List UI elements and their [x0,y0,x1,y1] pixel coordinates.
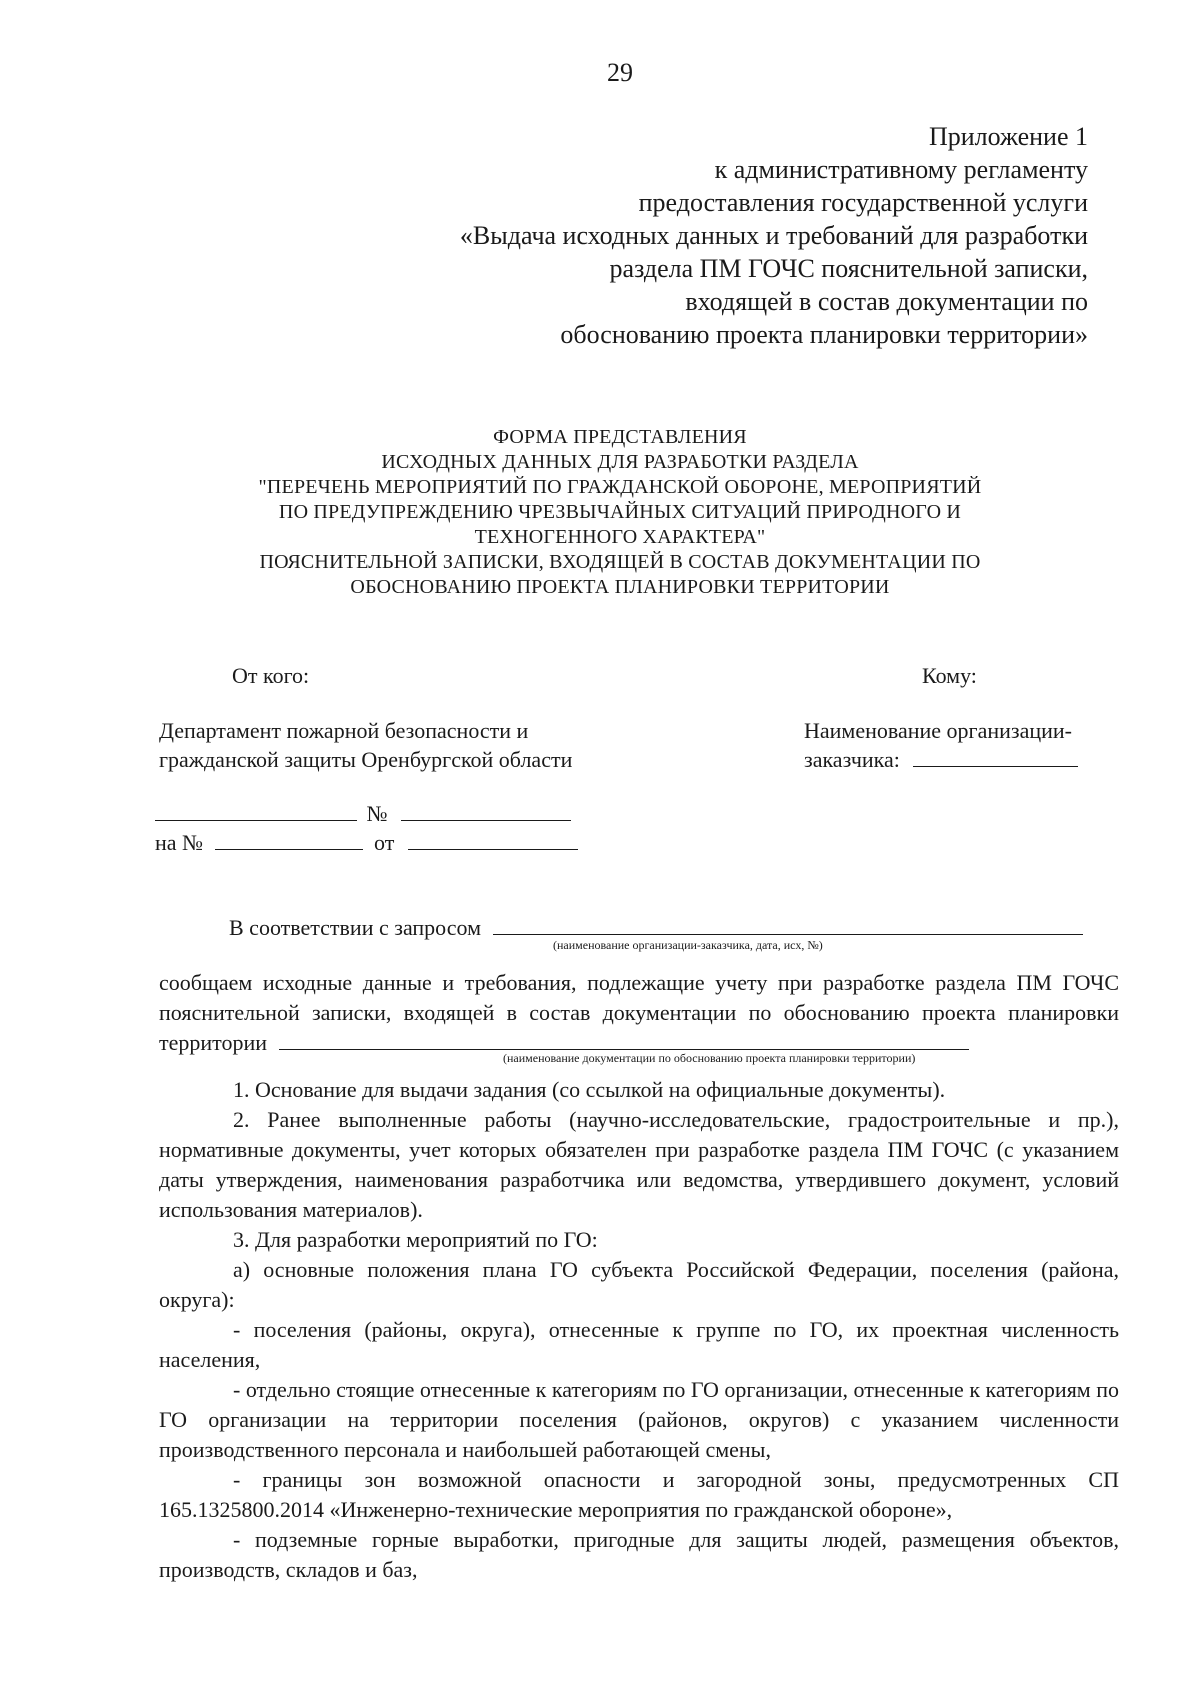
page-number: 29 [607,58,633,87]
recipient-organization [804,716,1078,774]
appendix-line: обоснованию проекта планировки территории» [560,320,1088,349]
recipient-line: Наименование организации- [804,718,1072,743]
appendix-header [328,120,1088,351]
appendix-line: Приложение 1 [928,122,1088,151]
outgoing-number-blank[interactable] [401,800,571,821]
documentation-hint: (наименование документации по обоснованию проекта планировки территории) [503,1051,916,1065]
appendix-line: к административному регламенту [714,155,1088,184]
form-title-line: ИСХОДНЫХ ДАННЫХ ДЛЯ РАЗРАБОТКИ РАЗДЕЛА [381,451,859,473]
form-title-line: ТЕХНОГЕННОГО ХАРАКТЕРА" [474,526,766,548]
list-item: - отдельно стоящие отнесенные к категориям по ГО организации, отнесенные к категориям по ГО организации на территории поселения (районов, округов) с указанием численности производственного персонала и наибольшей работающей смены, [159,1377,1120,1462]
list-item: 2. Ранее выполненные работы (научно-исследовательские, градостроительные и пр.), нормативные документы, учет которых обязателен при разработке раздела ПМ ГОЧС (с указанием даты утверждения, наименования разработчика или ведомства, утвердившего документ, условий использования материалов). [159,1107,1119,1222]
to-label: Кому: [922,663,977,688]
list-item: - границы зон возможной опасности и загородной зоны, предусмотренных СП 165.1325800.2014 «Инженерно-технические мероприятия по гражданской обороне», [159,1467,1119,1522]
list-item: 1. Основание для выдачи задания (со ссылкой на официальные документы). [233,1077,946,1102]
form-title-line: ОБОСНОВАНИЮ ПРОЕКТА ПЛАНИРОВКИ ТЕРРИТОРИИ [350,576,890,598]
request-prefix: В соответствии с запросом [229,915,482,940]
list-item: 3. Для разработки мероприятий по ГО: [233,1227,598,1252]
sender-line: Департамент пожарной безопасности и [159,718,529,743]
list-item: а) основные положения плана ГО субъекта Российской Федерации, поселения (района, округа): [159,1257,1119,1312]
intro-paragraph [159,968,1119,1058]
recipient-label: заказчика: [804,747,900,772]
appendix-line: «Выдача исходных данных и требований для разработки [459,221,1088,250]
incoming-registration-row [155,829,578,856]
form-title [160,425,1080,600]
form-title-line: ПО ПРЕДУПРЕЖДЕНИЮ ЧРЕЗВЫЧАЙНЫХ СИТУАЦИЙ ПРИРОДНОГО И [278,501,962,523]
list-item: - подземные горные выработки, пригодные для защиты людей, размещения объектов, производств, складов и баз, [159,1527,1119,1582]
request-blank-line[interactable] [493,914,1083,935]
from-label: От кого: [232,663,310,688]
form-title-line: "ПЕРЕЧЕНЬ МЕРОПРИЯТИЙ ПО ГРАЖДАНСКОЙ ОБОРОНЕ, МЕРОПРИЯТИЙ [258,476,982,498]
incoming-number-blank[interactable] [215,829,363,850]
requirements-list [159,1075,1119,1585]
list-item: - поселения (районы, округа), отнесенные к группе по ГО, их проектная численность населения, [159,1317,1119,1372]
appendix-line: предоставления государственной услуги [638,188,1088,217]
documentation-blank-line[interactable] [279,1029,969,1050]
number-sign: № [366,801,388,826]
from-date-label: от [374,830,395,855]
form-title-line: ФОРМА ПРЕДСТАВЛЕНИЯ [493,426,747,448]
sender-organization [159,716,572,774]
outgoing-registration-row [155,800,571,827]
appendix-line: входящей в состав документации по [685,287,1088,316]
sender-line: гражданской защиты Оренбургской области [159,747,573,772]
request-hint: (наименование организации-заказчика, дата, исх, №) [553,938,823,952]
request-line [229,914,1083,941]
appendix-line: раздела ПМ ГОЧС пояснительной записки, [609,254,1088,283]
recipient-line-with-blank [804,745,1078,774]
form-title-line: ПОЯСНИТЕЛЬНОЙ ЗАПИСКИ, ВХОДЯЩЕЙ В СОСТАВ ДОКУМЕНТАЦИИ ПО [259,551,981,573]
on-number-label: на № [155,830,204,855]
intro-text: сообщаем исходные данные и требования, подлежащие учету при разработке раздела ПМ ГОЧС пояснительной записки, входящей в состав документации по обоснованию проекта планировки территории [159,970,1119,1055]
incoming-date-blank[interactable] [408,829,578,850]
recipient-blank-line[interactable] [913,746,1078,767]
outgoing-date-blank[interactable] [155,800,357,821]
